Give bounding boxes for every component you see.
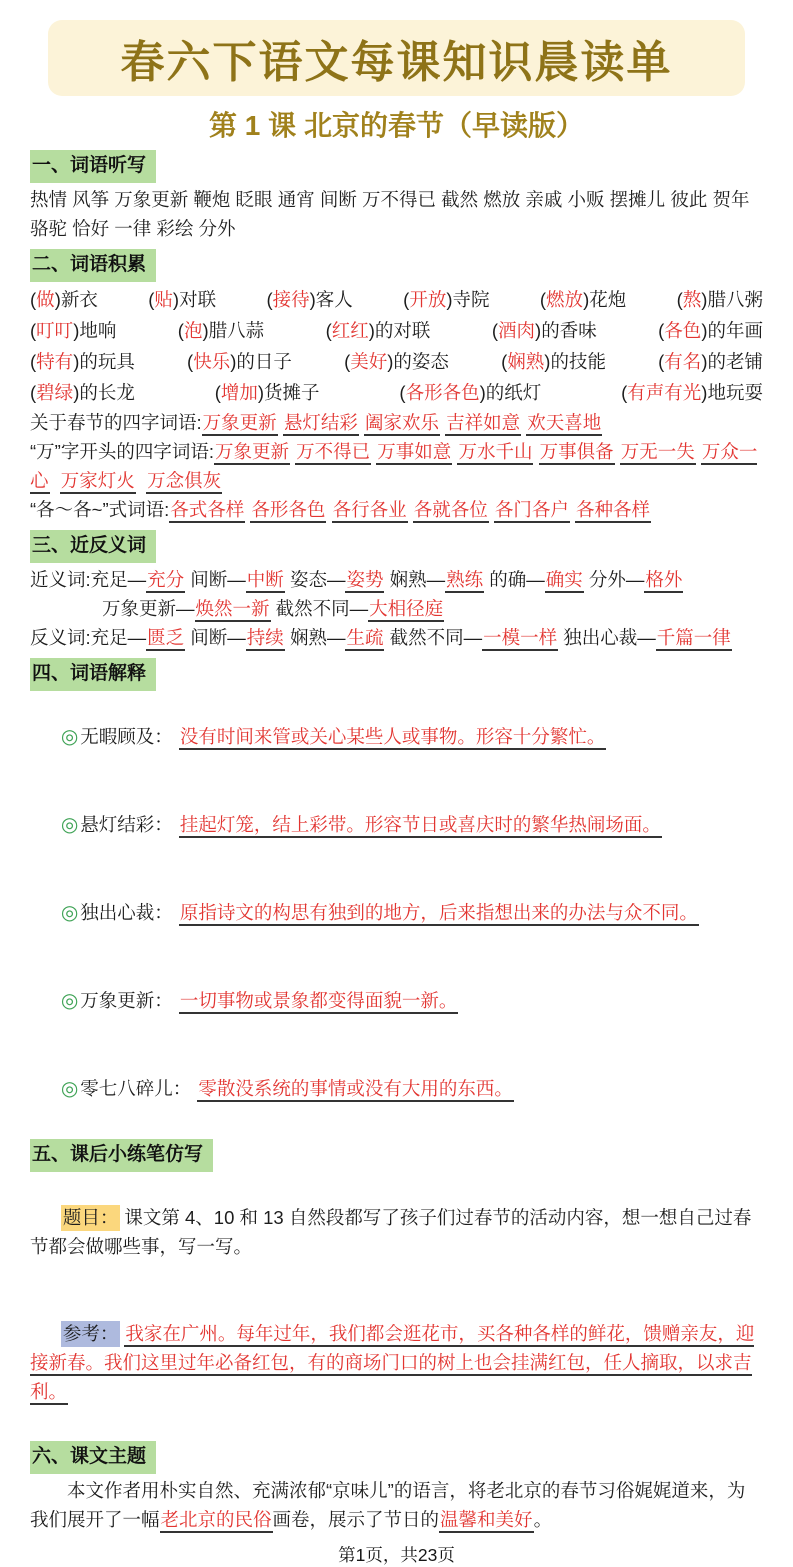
accumulation-item: (接待)客人: [266, 289, 353, 310]
ge-idioms-line: “各～各~”式词语:各式各样 各形各色 各行各业 各就各位 各门各户 各种各样: [30, 495, 763, 524]
definition-term: 万象更新：: [80, 990, 173, 1011]
section-accumulation: [30, 249, 763, 524]
accumulation-item: (泡)腊八蒜: [177, 320, 265, 341]
synonyms-line-1: 近义词:充足—充分 间断—中断 姿态—姿势 娴熟—熟练 的确—确实 分外—格外: [30, 565, 763, 594]
accumulation-item: (增加)货摊子: [214, 382, 320, 403]
definition-text: 零散没系统的事情或没有大用的东西。: [197, 1078, 514, 1102]
accumulation-row: [30, 377, 763, 408]
accumulation-item: (有声有光)地玩耍: [621, 382, 763, 403]
section-writing-practice: [30, 1139, 763, 1435]
definition-text: 一切事物或景象都变得面貌一新。: [179, 990, 459, 1014]
definition-term: 零七八碎儿：: [80, 1078, 192, 1099]
section-3-header-row: [30, 530, 763, 563]
accumulation-item: (叮叮)地响: [30, 320, 117, 341]
accumulation-item: (娴熟)的技能: [501, 351, 606, 372]
accumulation-item: (碧绿)的长龙: [30, 382, 135, 403]
accumulation-row: [30, 284, 763, 315]
definition-term: 悬灯结彩：: [80, 814, 173, 835]
definition-text: 原指诗文的构思有独到的地方，后来指想出来的办法与众不同。: [179, 902, 699, 926]
lesson-subtitle: 第 1 课 北京的春节（早读版）: [209, 110, 584, 141]
wan-idioms-line: “万”字开头的四字词语:万象更新 万不得已 万事如意 万水千山 万事俱备 万无一失 万众一心 万家灯火 万念俱灰: [30, 437, 763, 495]
section-1-header-row: [30, 150, 763, 183]
cankao-label: 参考：: [61, 1321, 121, 1347]
accumulation-item: (酒肉)的香味: [491, 320, 597, 341]
cankao-paragraph: [30, 1290, 763, 1435]
cankao-text: 我家在广州。每年过年，我们都会逛花市，买各种各样的鲜花，馈赠亲友，迎接新春。我们这里过年必备红包，有的商场门口的树上也会挂满红包，任人摘取，以求吉利。: [30, 1323, 754, 1405]
definition-item: [30, 869, 763, 957]
section-5-header: 五、课后小练笔仿写: [30, 1139, 213, 1172]
page-footer: 第1页，共23页: [338, 1545, 455, 1565]
accumulation-item: (有名)的老铺: [658, 351, 763, 372]
section-1-header: 一、词语听写: [30, 150, 156, 183]
double-circle-bullet-icon: ◎: [60, 814, 79, 836]
definition-item: [30, 693, 763, 781]
antonyms-line: 反义词:充足—匮乏 间断—持续 娴熟—生疏 截然不同—一模一样 独出心裁—千篇一律: [30, 623, 763, 652]
accumulation-item: (贴)对联: [148, 289, 217, 310]
accumulation-row: [30, 315, 763, 346]
section-3-header: 三、近反义词: [30, 530, 156, 563]
synonyms-line-2: 万象更新—焕然一新 截然不同—大相径庭: [30, 594, 763, 623]
definition-text: 没有时间来管或关心某些人或事物。形容十分繁忙。: [179, 726, 607, 750]
accumulation-item: (快乐)的日子: [187, 351, 292, 372]
accumulation-item: (开放)寺院: [403, 289, 490, 310]
timu-label: 题目：: [61, 1205, 121, 1231]
definition-term: 无暇顾及：: [80, 726, 173, 747]
accumulation-item: (燃放)花炮: [539, 289, 627, 310]
accumulation-item: (红红)的对联: [325, 320, 431, 341]
section-dictation: [30, 150, 763, 243]
section-6-header: 六、课文主题: [30, 1441, 156, 1474]
accumulation-item: (各色)的年画: [658, 320, 763, 341]
double-circle-bullet-icon: ◎: [60, 902, 79, 924]
definition-item: [30, 957, 763, 1045]
section-theme: [30, 1441, 763, 1534]
double-circle-bullet-icon: ◎: [60, 726, 79, 748]
section-4-header: 四、词语解释: [30, 658, 156, 691]
accumulation-item: (各形各色)的纸灯: [399, 382, 542, 403]
spring-idioms-line: 关于春节的四字词语:万象更新 悬灯结彩 阖家欢乐 吉祥如意 欢天喜地: [30, 408, 763, 437]
section-definitions: [30, 658, 763, 1133]
double-circle-bullet-icon: ◎: [60, 990, 79, 1012]
section-4-header-row: [30, 658, 763, 691]
page-title-banner: [48, 20, 745, 96]
accumulation-item: (美好)的姿态: [344, 351, 449, 372]
definition-text: 挂起灯笼，结上彩带。形容节日或喜庆时的繁华热闹场面。: [179, 814, 662, 838]
page-title: 春六下语文每课知识晨读单: [120, 38, 673, 87]
section-2-header-row: [30, 249, 763, 282]
section-5-header-row: [30, 1139, 763, 1172]
accumulation-item: (特有)的玩具: [30, 351, 135, 372]
accumulation-row: [30, 346, 763, 377]
double-circle-bullet-icon: ◎: [60, 1078, 79, 1100]
definition-item: [30, 781, 763, 869]
accumulation-item: (做)新衣: [30, 289, 98, 310]
timu-text: 课文第 4、10 和 13 自然段都写了孩子们过春节的活动内容，想一想自己过春节都会做哪些事，写一写。: [30, 1207, 752, 1257]
timu-paragraph: [30, 1174, 763, 1290]
accumulation-grid: [30, 284, 763, 408]
section-synonyms-antonyms: [30, 530, 763, 652]
definition-item: [30, 1045, 763, 1133]
accumulation-item: (熬)腊八粥: [676, 289, 763, 310]
theme-paragraph: 本文作者用朴实自然、充满浓郁“京味儿”的语言，将老北京的春节习俗娓娓道来，为我们展开了一幅老北京的民俗画卷，展示了节日的温馨和美好。: [30, 1476, 763, 1534]
section-6-header-row: [30, 1441, 763, 1474]
dictation-words: 热情 风筝 万象更新 鞭炮 眨眼 通宵 间断 万不得已 截然 燃放 亲戚 小贩 摆摊儿 彼此 贺年 骆驼 恰好 一律 彩绘 分外: [30, 189, 755, 239]
section-2-header: 二、词语积累: [30, 249, 156, 282]
definition-term: 独出心裁：: [80, 902, 173, 923]
